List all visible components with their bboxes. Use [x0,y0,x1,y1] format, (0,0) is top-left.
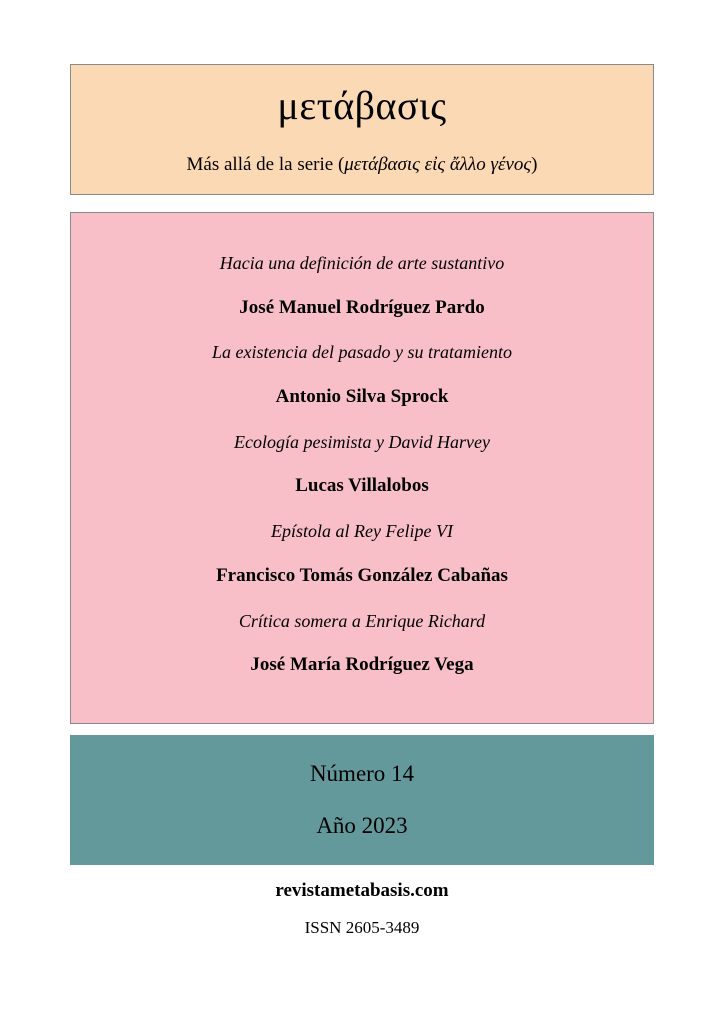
article-author: José Manuel Rodríguez Pardo [239,296,485,318]
article-title: Crítica somera a Enrique Richard [238,610,486,631]
issue-year: Año 2023 [316,813,408,838]
list-item [71,342,653,431]
article-author: Francisco Tomás González Cabañas [216,564,508,586]
article-author: Lucas Villalobos [295,475,429,497]
article-title: Epístola al Rey Felipe VI [271,521,453,542]
table-of-contents-block [70,212,654,724]
article-title: Ecología pesimista y David Harvey [234,431,490,452]
article-author: Antonio Silva Sprock [275,385,449,407]
issn-number: ISSN 2605-3489 [304,918,420,937]
issue-number: Número 14 [309,761,415,786]
table-of-contents-list [71,253,653,700]
list-item [71,611,653,700]
journal-subtitle-suffix: ) [531,153,538,175]
list-item [71,521,653,610]
journal-subtitle-greek: μετάβασις εἰς ἄλλο γένος [344,153,532,175]
article-author: José María Rodríguez Vega [250,654,474,676]
list-item [71,432,653,521]
issue-info-block [70,735,654,865]
journal-header-block [70,64,654,195]
list-item [71,253,653,342]
journal-subtitle-prefix: Más allá de la serie ( [186,153,345,175]
journal-title: μετάβασις [277,82,447,128]
cover-footer [0,880,724,938]
article-title: Hacia una definición de arte sustantivo [219,253,505,273]
article-title: La existencia del pasado y su tratamiento [212,342,512,363]
website-url: revistametabasis.com [275,880,449,901]
journal-subtitle [187,154,538,176]
